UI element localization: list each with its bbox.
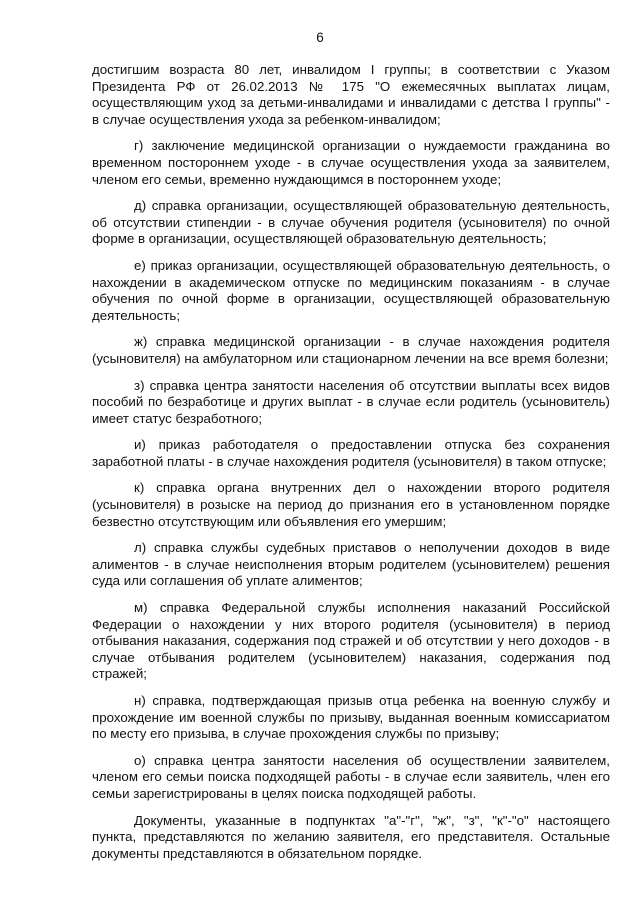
paragraph-item-g: г) заключение медицинской организации о нуждаемости гражданина во временном постороннем уходе - в случае осуществления ухода за заявителем, членом его семьи, временно нуждающимся в постороннем уходе; bbox=[92, 138, 610, 187]
paragraph-item-m: м) справка Федеральной службы исполнения наказаний Российской Федерации о нахождении у них второго родителя (усыновителя) в период отбывания наказания, содержания под стражей и об отсутствии у него доходов - в случае отбывания родителем (усыновителем) наказания, содержания под стражей; bbox=[92, 600, 610, 682]
paragraph-item-z: з) справка центра занятости населения об отсутствии выплаты всех видов пособий по безработице и других выплат - в случае если родитель (усыновитель) имеет статус безработного; bbox=[92, 377, 610, 426]
paragraph-item-zh: ж) справка медицинской организации - в случае нахождения родителя (усыновителя) на амбулаторном или стационарном лечении на все время болезни; bbox=[92, 334, 610, 366]
paragraph-continuation: достигшим возраста 80 лет, инвалидом I группы; в соответствии с Указом Президента РФ от 26.02.2013 № 175 "О ежемесячных выплатах лицам, осуществляющим уход за детьми-инвалидами и инвалидами с детства I группы" - в случае осуществления ухода за ребенком-инвалидом; bbox=[92, 62, 610, 127]
paragraph-item-k: к) справка органа внутренних дел о нахождении второго родителя (усыновителя) в розыске на период до признания его в установленном порядке безвестно отсутствующим или объявления его умершим; bbox=[92, 480, 610, 529]
document-body bbox=[92, 62, 610, 872]
paragraph-item-i: и) приказ работодателя о предоставлении отпуска без сохранения заработной платы - в случае нахождения родителя (усыновителя) в таком отпуске; bbox=[92, 437, 610, 469]
paragraph-closing-note: Документы, указанные в подпунктах "а"-"г", "ж", "з", "к"-"о" настоящего пункта, представляются по желанию заявителя, его представителя. Остальные документы представляются в обязательном порядке. bbox=[92, 812, 610, 861]
paragraph-item-l: л) справка службы судебных приставов о неполучении доходов в виде алиментов - в случае неисполнения вторым родителем (усыновителем) решения суда или соглашения об уплате алиментов; bbox=[92, 540, 610, 589]
paragraph-item-o: о) справка центра занятости населения об осуществлении заявителем, членом его семьи поиска подходящей работы - в случае если заявитель, член его семьи зарегистрированы в целях поиска подходящей работы. bbox=[92, 752, 610, 801]
paragraph-item-n: н) справка, подтверждающая призыв отца ребенка на военную службу и прохождение им военной службы по призыву, выданная военным комиссариатом по месту его призыва, в случае прохождения службы по призыву; bbox=[92, 693, 610, 742]
paragraph-item-d: д) справка организации, осуществляющей образовательную деятельность, об отсутствии стипендии - в случае обучения родителя (усыновителя) по очной форме в организации, осуществляющей образовательную деятельность; bbox=[92, 198, 610, 247]
paragraph-item-e: е) приказ организации, осуществляющей образовательную деятельность, о нахождении в академическом отпуске по медицинским показаниям - в случае обучения по очной форме в организации, осуществляющей образовательную деятельность; bbox=[92, 257, 610, 323]
page-number: 6 bbox=[316, 30, 324, 45]
